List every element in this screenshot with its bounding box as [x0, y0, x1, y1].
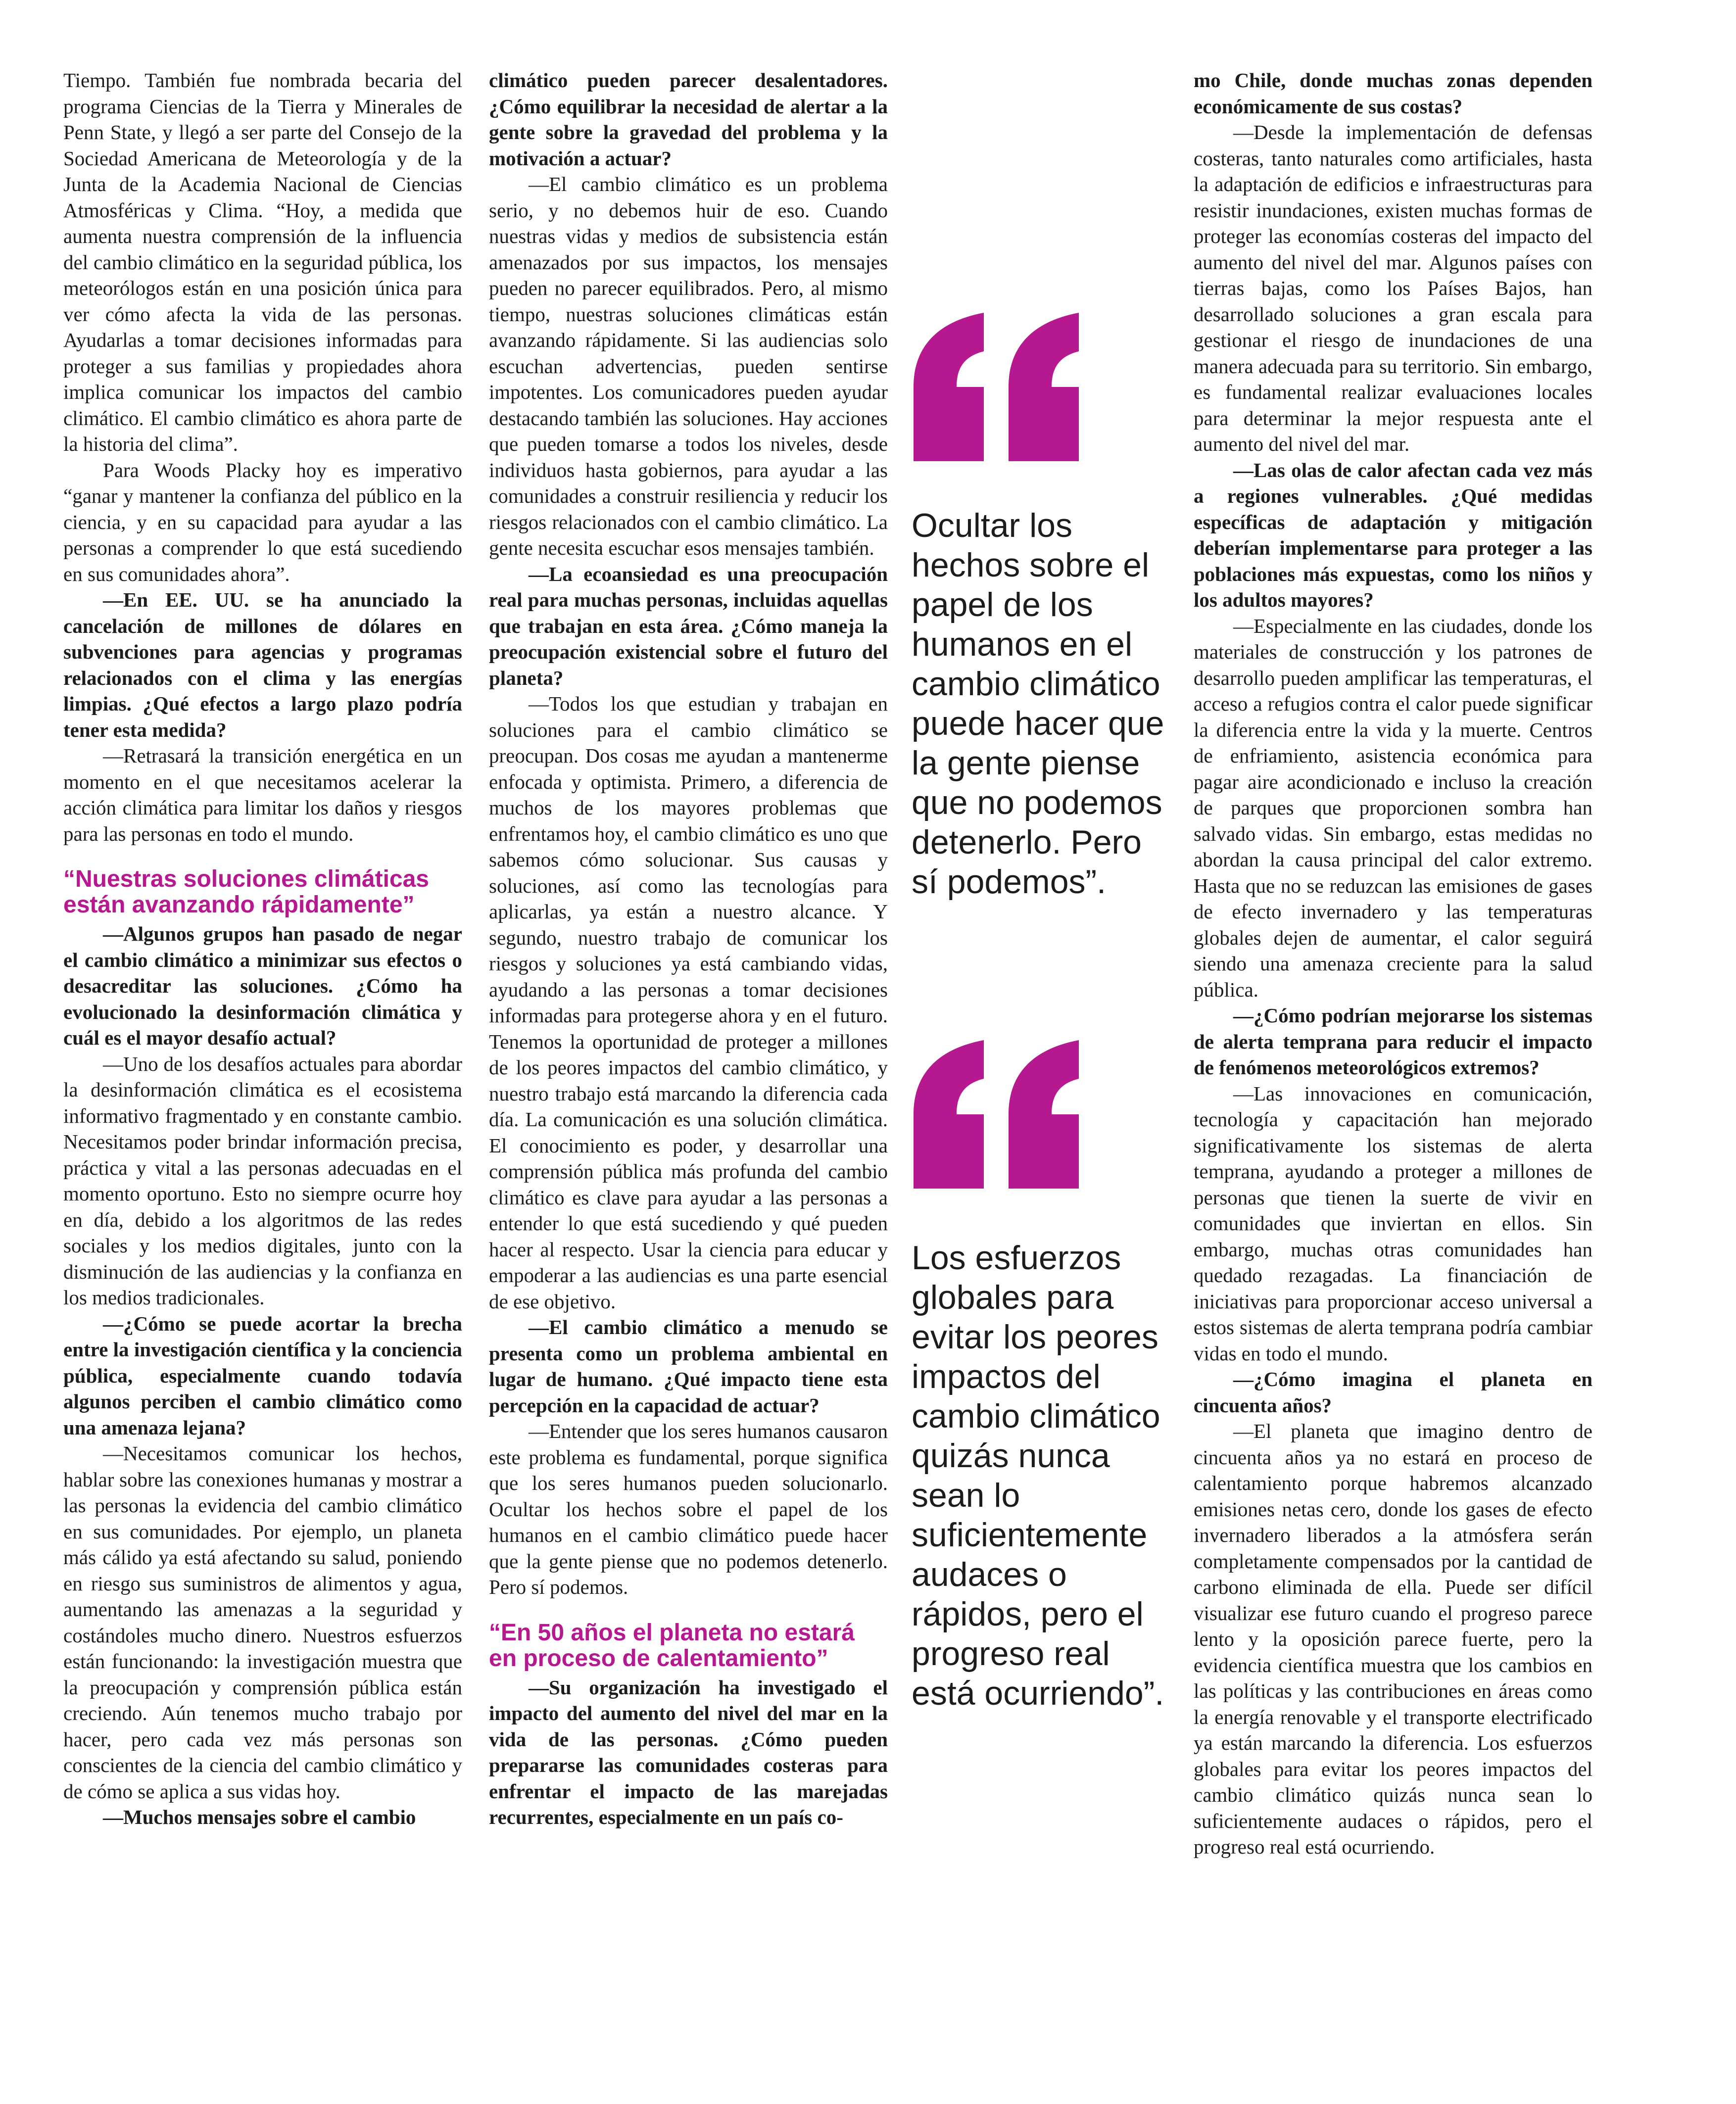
- interview-answer: —Desde la implementación de defensas costeras, tanto naturales como artificiales, hasta la adaptación de edificios e infraestructuras para resistir inundaciones, existen muchas formas de proteger las economías costeras del impacto del aumento del nivel del mar. Algunos países con tierras bajas, como los Países Bajos, han desarrollado soluciones a gran escala para gestionar el riesgo de inundaciones de una manera adecuada para su territorio. Sin embargo, es fundamental realizar evaluaciones locales para determinar la mejor respuesta ante el aumento del nivel del mar.: [1194, 121, 1592, 455]
- interview-answer: —El planeta que imagino dentro de cincuenta años ya no estará en proceso de calentamiento porque habremos alcanzado emisiones netas cero, donde los gases de efecto invernadero liberados a la atmósfera serán completamente compensados por la cantidad de carbono eliminada de ella. Puede ser difícil visualizar ese futuro cuando el progreso parece lento y la oposición parece fuerte, pero la evidencia científica muestra que los cambios en las políticas y las contribuciones en áreas como la energía renovable y el transporte electrificado ya están marcando la diferencia. Los esfuerzos globales para evitar los peores impactos del cambio climático quizás nunca sean lo suficientemente audaces o rápidos, pero el progreso real está ocurriendo.: [1194, 1420, 1592, 1858]
- interview-answer: —Las innovaciones en comunicación, tecnología y capacitación han mejorado significativamente los sistemas de alerta temprana, ayudando a proteger a millones de personas que tienen la suerte de vivir en comunidades que inviertan en ellos. Sin embargo, muchas otras comunidades han quedado rezagadas. La financiación de iniciativas para proporcionar acceso universal a estos sistemas de alerta temprana podría cambiar vidas en todo el mundo.: [1194, 1082, 1592, 1365]
- quote-mark-icon: [910, 1040, 1088, 1189]
- quote-mark-icon: [910, 313, 1088, 461]
- section-subheading: “Nuestras soluciones climáticas están avanzando rápidamente”: [63, 866, 429, 918]
- section-subheading: “En 50 años el planeta no estará en proceso de calentamiento”: [489, 1619, 855, 1672]
- interview-question: —¿Cómo podrían mejorarse los sistemas de alerta temprana para reducir el impacto de fenómenos meteorológicos extremos?: [1194, 1004, 1592, 1079]
- interview-question: —Las olas de calor afectan cada vez más a regiones vulnerables. ¿Qué medidas específicas de adaptación y mitigación deberían implementarse para proteger a las poblaciones más expuestas, como los niños y los adultos mayores?: [1194, 458, 1592, 611]
- article-column-3: [1194, 67, 1592, 1860]
- interview-answer: —Todos los que estudian y trabajan en soluciones para el cambio climático se preocupan. Dos cosas me ayudan a mantenerme enfocada y optimista. Primero, a diferencia de muchos de los mayores problemas que enfrentamos hoy, el cambio climático es uno que sabemos cómo solucionar. Sus causas y soluciones, así como las tecnologías para aplicarlas, ya están a nuestro alcance. Y segundo, nuestro trabajo de comunicar los riesgos y soluciones ya está cambiando vidas, ayudando a las personas a tomar decisiones informadas para protegerse ahora y en el futuro. Tenemos la oportunidad de proteger a millones de los peores impactos del cambio climático, y nuestro trabajo está marcando la diferencia cada día. La comunicación es una solución climática. El conocimiento es poder, y desarrollar una comprensión pública más profunda del cambio climático es clave para ayudar a las personas a entender lo que está sucediendo y qué pueden hacer al respecto. Usar la ciencia para educar y empoderar a las audiencias es una parte esencial de ese objetivo.: [489, 692, 888, 1313]
- interview-question: —Su organización ha investigado el impacto del aumento del nivel del mar en la vida de las personas. ¿Cómo pueden prepararse las comunidades costeras para enfrentar el impacto de las marejadas recurrentes, especialmente en un país co-: [489, 1675, 888, 1828]
- interview-question: —Muchos mensajes sobre el cambio: [103, 1806, 416, 1828]
- interview-answer: —El cambio climático es un problema serio, y no debemos huir de eso. Cuando nuestras vidas y medios de subsistencia están amenazados por sus impactos, los mensajes pueden no parecer equilibrados. Pero, al mismo tiempo, nuestras soluciones climáticas están avanzando rápidamente. Si las audiencias solo escuchan advertencias, pueden sentirse impotentes. Los comunicadores pueden ayudar destacando también las soluciones. Hay acciones que pueden tomarse a todos los niveles, desde individuos hasta gobiernos, para ayudar a las comunidades a construir resiliencia y reducir los riesgos relacionados con el cambio climático. La gente necesita escuchar esos mensajes también.: [489, 173, 888, 559]
- interview-answer: —Entender que los seres humanos causaron este problema es fundamental, porque significa que los seres humanos pueden solucionarlo. Ocultar los hechos sobre el papel de los humanos en el cambio climático puede hacer que la gente piense que no podemos detenerlo. Pero sí podemos.: [489, 1420, 888, 1598]
- interview-question: —¿Cómo se puede acortar la brecha entre la investigación científica y la conciencia pública, especialmente cuando todavía algunos perciben el cambio climático como una amenaza lejana?: [63, 1312, 462, 1439]
- paragraph: Tiempo. También fue nombrada becaria del programa Ciencias de la Tierra y Minerales de Penn State, y llegó a ser parte del Consejo de la Sociedad Americana de Meteorología y de la Junta de la Academia Nacional de Ciencias Atmosféricas y Clima. “Hoy, a medida que aumenta nuestra comprensión de la influencia del cambio climático en la seguridad pública, los meteorólogos están en una posición única para ver cómo afecta la vida de las personas. Ayudarlas a tomar decisiones informadas para proteger a sus familias y propiedades ahora implica comunicar los impactos del cambio climático. El cambio climático es ahora parte de la historia del clima”.: [63, 69, 462, 455]
- interview-question: —Algunos grupos han pasado de negar el cambio climático a minimizar sus efectos o desacreditar las soluciones. ¿Cómo ha evolucionado la desinformación climática y cuál es el mayor desafío actual?: [63, 922, 462, 1049]
- interview-answer: —Uno de los desafíos actuales para abordar la desinformación climática es el ecosistema informativo fragmentado y en constante cambio. Necesitamos poder brindar información precisa, práctica y vital a las personas adecuadas en el momento oportuno. Esto no siempre ocurre hoy en día, debido a los algoritmos de las redes sociales y los medios digitales, junto con la disminución de las audiencias y la confianza en los medios tradicionales.: [63, 1052, 462, 1309]
- interview-question: —La ecoansiedad es una preocupación real para muchas personas, incluidas aquellas que trabajan en esta área. ¿Cómo maneja la preocupación existencial sobre el futuro del planeta?: [489, 562, 888, 689]
- interview-answer: —Retrasará la transición energética en un momento en el que necesitamos acelerar la acción climática para limitar los daños y riesgos para las personas en todo el mundo.: [63, 744, 462, 845]
- interview-question: —¿Cómo imagina el planeta en cincuenta años?: [1194, 1368, 1592, 1417]
- interview-question: mo Chile, donde muchas zonas dependen económicamente de sus costas?: [1194, 69, 1592, 118]
- article-column-2: [489, 67, 888, 1830]
- interview-answer: —Necesitamos comunicar los hechos, hablar sobre las conexiones humanas y mostrar a las personas la evidencia del cambio climático en sus comunidades. Por ejemplo, un planeta más cálido ya está afectando su salud, poniendo en riesgo sus suministros de alimentos y agua, aumentando las amenazas a la seguridad y costándoles mucho dinero. Nuestros esfuerzos están funcionando: la investigación muestra que la preocupación y comprensión pública están creciendo. Aún tenemos mucho trabajo por hacer, pero cada vez más personas son conscientes de la ciencia del cambio climático y de cómo se aplica a sus vidas hoy.: [63, 1442, 462, 1803]
- interview-answer: —Especialmente en las ciudades, donde los materiales de construcción y los patrones de desarrollo pueden amplificar las temperaturas, el acceso a refugios contra el calor puede significar la diferencia entre la vida y la muerte. Centros de enfriamiento, asistencia económica para pagar aire acondicionado e incluso la creación de parques que proporcionen sombra han salvado vidas. Sin embargo, estas medidas no abordan la causa principal del calor extremo. Hasta que no se reduzcan las emisiones de gases de efecto invernadero y las temperaturas globales dejen de aumentar, el calor seguirá siendo una amenaza creciente para la salud pública.: [1194, 614, 1592, 1001]
- interview-question: —El cambio climático a menudo se presenta como un problema ambiental en lugar de humano. ¿Qué impacto tiene esta percepción en la capacidad de actuar?: [489, 1316, 888, 1417]
- pull-quote-1: Ocultar los hechos sobre el papel de los humanos en el cambio climático puede hacer que la gente piense que no podemos detenerlo. Pero sí podemos”.: [912, 507, 1164, 901]
- interview-question: —En EE. UU. se ha anunciado la cancelación de millones de dólares en subvenciones para agencias y programas relacionados con el clima y las energías limpias. ¿Qué efectos a largo plazo podría tener esta medida?: [63, 588, 462, 741]
- pull-quote-2: Los esfuerzos globales para evitar los peores impactos del cambio climático quizás nunca sean lo suficientemente audaces o rápidos, pero el progreso real está ocurriendo”.: [912, 1239, 1164, 1712]
- interview-question: climático pueden parecer desalentadores. ¿Cómo equilibrar la necesidad de alertar a la gente sobre la gravedad del problema y la motivación a actuar?: [489, 69, 888, 170]
- paragraph: Para Woods Placky hoy es imperativo “ganar y mantener la confianza del público en la ciencia, y en su capacidad para ayudar a las personas a comprender lo que está sucediendo en sus comunidades ahora”.: [63, 458, 462, 585]
- article-column-1: [63, 67, 462, 1830]
